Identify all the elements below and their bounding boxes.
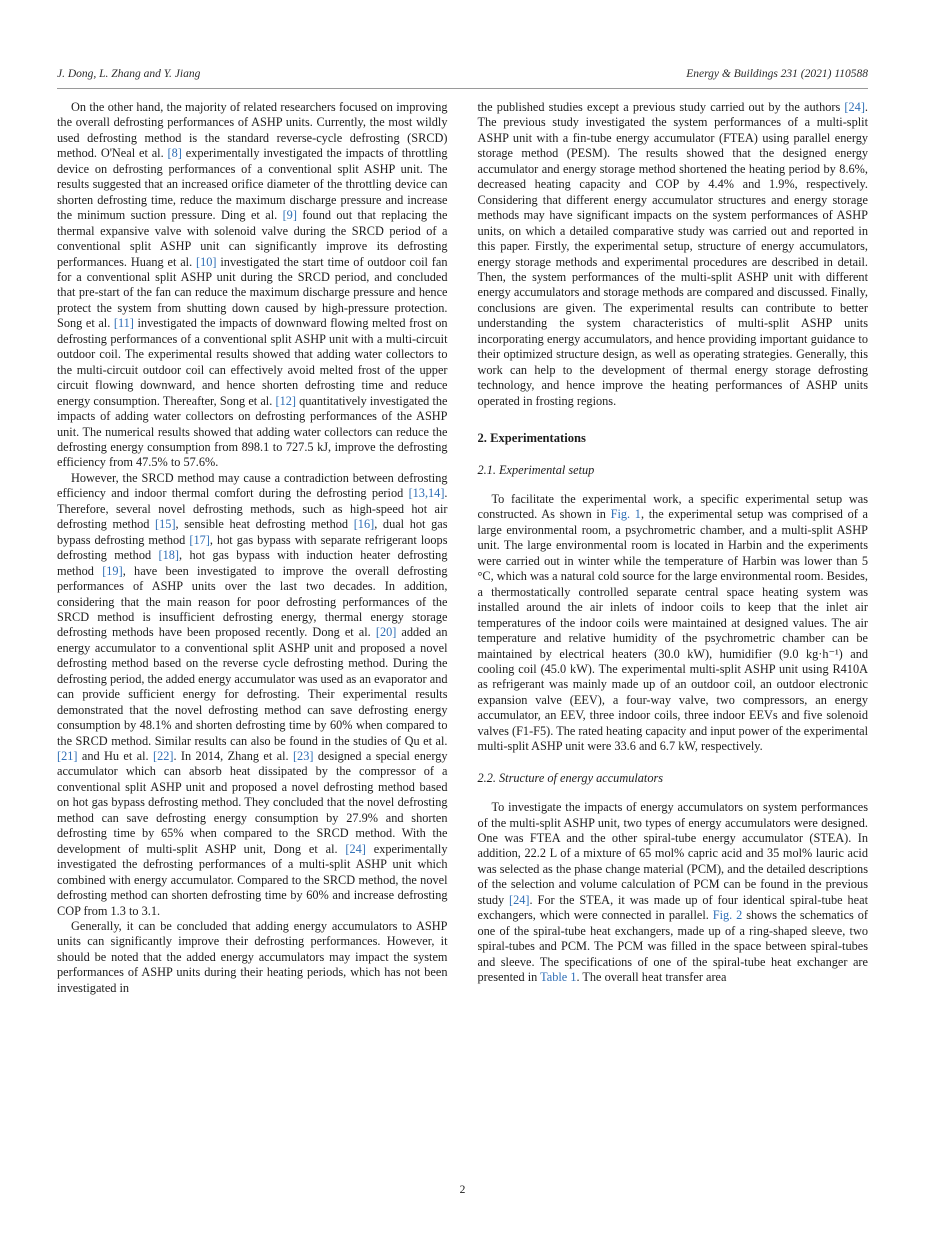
subsection-heading: 2.2. Structure of energy accumulators [477, 770, 664, 785]
citation-link[interactable]: Table 1 [540, 970, 577, 985]
citation-link[interactable]: [22] [152, 749, 174, 764]
paragraph: On the other hand, the majority of related researchers focused on improving the overall defrosting performances of ASHP units. Currently, the most wildly used defrosting method is the standard reverse-cycle defrosting (SRCD) method. O'Neal et al. [8] experimentally investigated the impacts of throttling device on defrosting performances of a conventional split ASHP unit. The results suggested that an increased orifice diameter of the throttling device can shorten defrosting time, reduce the maximum discharge pressure and increase the minimum suction pressure. Ding et al. [9] found out that replacing the thermal expansive valve with solenoid valve during the SRCD period of a conventional split ASHP unit can significantly improve its defrosting performances. Huang et al. [10] investigated the start time of outdoor coil fan for a conventional split ASHP unit during the SRCD period, and concluded that pre-start of the fan can reduce the maximum discharge pressure and hence protect the system from shutting down caused by high-pressure protection. Song et al. [11] investigated the impacts of downward flowing melted frost on defrosting performances of a conventional split ASHP unit with a multi-circuit outdoor coil. The experimental results showed that adding water collectors to the multi-circuit outdoor coil can effectively avoid melted frost of the upper circuit flowing downward, and hence shorten defrosting time and reduce energy consumption. Thereafter, Song et al. [12] quantitatively investigated the impacts of adding water collectors on defrosting performances of the ASHP unit. The numerical results showed that adding water collectors can reduce the defrosting energy consumption from 898.1 to 727.5 kJ, improve the defrosting efficiency from 47.5% to 57.6%. [57, 100, 448, 470]
paragraph: the published studies except a previous study carried out by the authors [24]. The previous study investigated the system performances of a multi-split ASHP unit with a fin-tube energy accumulator (FTEA) using parallel energy storage method (PESM). The results showed that the designed energy accumulator and energy storage method shortened the heating period by 8.6%, decreased heating capacity and COP by 4.4% and 1.9%, respectively. Considering that different energy accumulator structures and energy storage methods may have significant impacts on the system performances of ASHP units, on which a detailed comparative study was carried out and reported in this paper. Firstly, the experimental setup, structure of energy accumulators, energy storage methods and experimental procedures are described in detail. Then, the system performances of the multi-split ASHP unit with different energy accumulators and storage methods are compared and discussed. Finally, conclusions are given. The experimental results can contribute to better understanding the system characteristics of multi-split ASHP units incorporating energy accumulators, and hence providing important guidance to their optimized structure design, as well as operating strategies. Generally, this work can help to the development of thermal energy storage defrosting technology, and hence improve the heating performances of ASHP units operated in frosting regions. [477, 100, 868, 408]
paragraph: However, the SRCD method may cause a contradiction between defrosting efficiency and indoor thermal comfort during the defrosting period [13,14]. Therefore, several novel defrosting methods, such as high-speed hot air defrosting method [15], sensible heat defrosting method [16], dual hot gas bypass defrosting method [17], hot gas bypass with separate refrigerant loops defrosting method [18], hot gas bypass with induction heater defrosting method [19], have been investigated to improve the overall defrosting performances of ASHP units over the last two decades. In addition, considering that the main reason for poor defrosting performances of the SRCD method is insufficient defrosting energy, thermal energy storage defrosting methods have been proposed recently. Dong et al. [20] added an energy accumulator to a conventional split ASHP unit and proposed a novel defrosting method based on the reverse cycle defrosting method. During the defrosting period, the added energy accumulator was used as an evaporator and can provide sufficient energy for defrosting. Their experimental results demonstrated that the novel defrosting method can save defrosting energy consumption by 48.1% and shorten defrosting time by 60% when compared to the SRCD method. Similar results can also be found in the studies of Qu et al. [21] and Hu et al. [22]. In 2014, Zhang et al. [23] designed a special energy accumulator which can absorb heat dissipated by the compressor of a conventional split ASHP unit and proposed a novel defrosting method based on hot gas bypass defrosting method. They concluded that the novel defrosting method can save defrosting energy consumption by 27.9% and shorten defrosting time by 65% when compared to the SRCD method. With the development of multi-split ASHP unit, Dong et al. [24] experimentally investigated the defrosting performances of a multi-split ASHP unit which combined with energy accumulator. Compared to the SRCD method, the novel defrosting method can shorten defrosting time by 60% and increase defrosting COP from 1.3 to 3.1. [57, 470, 448, 918]
right-column [478, 100, 869, 996]
page-header [57, 68, 868, 80]
paragraph: To investigate the impacts of energy accumulators on system performances of the multi-split ASHP unit, two types of energy accumulators were designed. One was FTEA and the other spiral-tube energy accumulator (STEA). In addition, 22.2 L of a mixture of 65 mol% capric acid and 35 mol% lauric acid was selected as the phase change material (PCM), and the detailed descriptions of the selection and volume calculation of PCM can be found in the previous study [24]. For the STEA, it was made up of four identical spiral-tube heat exchangers, which were connected in parallel. Fig. 2 shows the schematics of one of the spiral-tube heat exchangers, made up of a ring-shaped sleeve, two spiral-tubes and PCM. The PCM was filled in the space between spiral-tubes and sleeve. The specifications of one of the spiral-tube heat exchanger are presented in Table 1. The overall heat transfer area [477, 800, 868, 985]
citation-link[interactable]: [21] [57, 749, 78, 764]
section-heading: 2. Experimentations [477, 431, 586, 446]
header-divider [57, 88, 868, 89]
citation-link[interactable]: [10] [196, 254, 217, 269]
citation-link[interactable]: Fig. 1 [610, 507, 641, 522]
citation-link[interactable]: [24] [509, 892, 530, 907]
citation-link[interactable]: [18] [158, 548, 179, 563]
subsection-heading: 2.1. Experimental setup [477, 462, 595, 477]
citation-link[interactable]: [24] [345, 841, 366, 856]
citation-link[interactable]: [17] [189, 532, 210, 547]
citation-link[interactable]: Fig. 2 [712, 908, 743, 923]
citation-link[interactable]: [23] [292, 749, 314, 764]
citation-link[interactable]: [9] [282, 208, 297, 223]
page-number: 2 [459, 1184, 466, 1196]
citation-link[interactable]: [15] [155, 517, 176, 532]
citation-link[interactable]: [12] [275, 393, 296, 408]
paragraph: To facilitate the experimental work, a specific experimental setup was constructed. As shown in Fig. 1, the experimental setup was comprised of a large environmental room, a psychrometric chamber, and a multi-split ASHP unit. The large environmental room is located in Harbin and the experiments were carried out in winter while the temperature of Harbin was lower than 5 °C, which was a natural cold source for the large environmental room. Besides, a thermostatically controlled separate central space heating system was installed around the air inlets of indoor coils to keep that the inlet air temperatures of the indoor coils were maintained at designed values. The air temperature and relative humidity of the psychrometric chamber can be maintained by electrical heaters (30.0 kW), humidifier (9.0 kg·h⁻¹) and cooling coil (45.0 kW). The experimental multi-split ASHP unit using R410A as refrigerant was mainly made up of an outdoor coil, an outdoor electronic expansion valve (EEV), a four-way valve, two compressors, an energy accumulator, an EEV, three indoor coils, three indoor EEVs and five solenoid valves (F1-F5). The rated heating capacity and input power of the experimental multi-split ASHP unit were 33.6 and 6.7 kW, respectively. [477, 491, 868, 754]
citation-link[interactable]: [16] [353, 517, 375, 532]
citation-link[interactable]: [19] [102, 563, 123, 578]
citation-link[interactable]: [24] [844, 100, 865, 114]
left-column [57, 100, 448, 996]
citation-link[interactable]: [20] [375, 625, 397, 640]
citation-link[interactable]: [11] [113, 316, 134, 331]
paragraph: Generally, it can be concluded that adding energy accumulators to ASHP units can significantly improve their defrosting performances. However, it should be noted that the added energy accumulators may impact the system performances of ASHP units during their heating periods, which has not been investigated in [57, 919, 448, 995]
article-body [57, 100, 868, 996]
citation-link[interactable]: [13,14] [408, 486, 445, 501]
header-authors: J. Dong, L. Zhang and Y. Jiang [57, 68, 201, 80]
header-journal: Energy & Buildings 231 (2021) 110588 [686, 68, 868, 80]
citation-link[interactable]: [8] [167, 146, 182, 161]
